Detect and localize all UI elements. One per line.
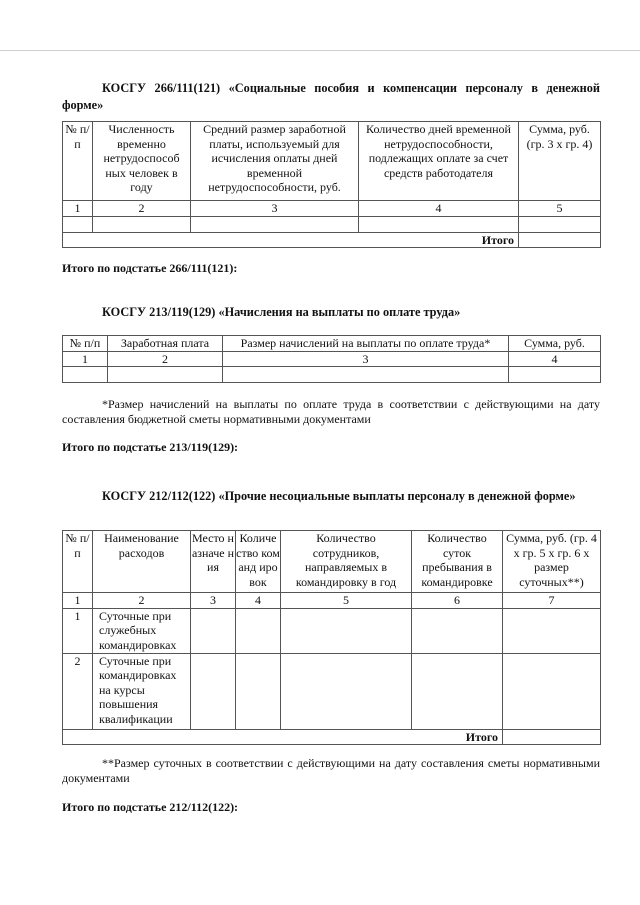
header-cell: № п/п — [63, 336, 108, 352]
table-row — [63, 367, 601, 383]
footnote-213: *Размер начислений на выплаты по оплате труда в соответствии с действующими на дату составления бюджетной сметы нормативными документами — [62, 397, 600, 426]
table-cell[interactable] — [236, 653, 281, 729]
total-value-cell[interactable] — [503, 729, 601, 745]
table-row — [63, 216, 601, 232]
expense-name: Суточные при служебных командировках — [93, 608, 191, 653]
total-label: Итого — [63, 729, 503, 745]
header-cell: Сумма, руб. (гр. 3 х гр. 4) — [519, 122, 601, 201]
table-cell[interactable] — [223, 367, 509, 383]
column-number: 4 — [359, 201, 519, 217]
column-number: 2 — [93, 593, 191, 609]
table-cell[interactable] — [359, 216, 519, 232]
column-number: 4 — [236, 593, 281, 609]
column-number: 1 — [63, 351, 108, 367]
column-number: 2 — [108, 351, 223, 367]
header-cell: Место назначе ния — [191, 531, 236, 593]
column-number: 6 — [412, 593, 503, 609]
header-cell: Численность временно нетрудоспособ ных человек в году — [93, 122, 191, 201]
header-cell: № п/п — [63, 531, 93, 593]
table-cell[interactable] — [63, 216, 93, 232]
table-cell[interactable] — [503, 608, 601, 653]
table-cell[interactable] — [519, 216, 601, 232]
header-cell: № п/п — [63, 122, 93, 201]
header-cell: Наименование расходов — [93, 531, 191, 593]
table-cell[interactable] — [412, 653, 503, 729]
total-value-cell[interactable] — [519, 232, 601, 248]
column-number: 4 — [509, 351, 601, 367]
section-266-title: КОСГУ 266/111(121) «Социальные пособия и компенсации персоналу в денежной форме» — [62, 81, 600, 112]
column-number: 3 — [223, 351, 509, 367]
table-cell[interactable] — [63, 367, 108, 383]
column-number: 5 — [281, 593, 412, 609]
header-cell: Сумма, руб. — [509, 336, 601, 352]
table-213 — [62, 335, 601, 383]
table-row — [63, 608, 601, 653]
table-cell[interactable] — [108, 367, 223, 383]
row-number: 1 — [63, 608, 93, 653]
column-number: 5 — [519, 201, 601, 217]
table-cell[interactable] — [509, 367, 601, 383]
table-row — [63, 653, 601, 729]
table-cell[interactable] — [236, 608, 281, 653]
table-cell[interactable] — [191, 216, 359, 232]
total-label: Итого — [63, 232, 519, 248]
table-266 — [62, 121, 601, 248]
column-number: 2 — [93, 201, 191, 217]
column-number: 3 — [191, 593, 236, 609]
subtotal-266: Итого по подстатье 266/111(121): — [62, 261, 238, 275]
column-number: 7 — [503, 593, 601, 609]
table-cell[interactable] — [93, 216, 191, 232]
header-cell: Размер начислений на выплаты по оплате труда* — [223, 336, 509, 352]
section-213-title: КОСГУ 213/119(129) «Начисления на выплаты по оплате труда» — [102, 305, 461, 319]
subtotal-213: Итого по подстатье 213/119(129): — [62, 440, 239, 454]
header-cell: Количе ство команд ировок — [236, 531, 281, 593]
expense-name: Суточные при командировках на курсы повышения квалификации — [93, 653, 191, 729]
column-number: 1 — [63, 201, 93, 217]
header-cell: Средний размер заработной платы, используемый для исчисления оплаты дней временной нетрудоспособности, руб. — [191, 122, 359, 201]
table-cell[interactable] — [412, 608, 503, 653]
header-cell: Заработная плата — [108, 336, 223, 352]
table-212 — [62, 530, 601, 745]
header-cell: Количество суток пребывания в командировке — [412, 531, 503, 593]
header-cell: Количество дней временной нетрудоспособности, подлежащих оплате за счет средств работодателя — [359, 122, 519, 201]
table-cell[interactable] — [503, 653, 601, 729]
column-number: 1 — [63, 593, 93, 609]
table-cell[interactable] — [191, 653, 236, 729]
footnote-212: **Размер суточных в соответствии с действующими на дату составления сметы нормативными документами — [62, 756, 600, 785]
table-cell[interactable] — [281, 608, 412, 653]
table-cell[interactable] — [281, 653, 412, 729]
header-cell: Сумма, руб. (гр. 4 х гр. 5 х гр. 6 х размер суточных**) — [503, 531, 601, 593]
row-number: 2 — [63, 653, 93, 729]
table-cell[interactable] — [191, 608, 236, 653]
section-212-title: КОСГУ 212/112(122) «Прочие несоциальные выплаты персоналу в денежной форме» — [102, 489, 576, 503]
column-number: 3 — [191, 201, 359, 217]
header-cell: Количество сотрудников, направляемых в командировку в год — [281, 531, 412, 593]
page-top-divider — [0, 50, 640, 51]
subtotal-212: Итого по подстатье 212/112(122): — [62, 800, 239, 814]
